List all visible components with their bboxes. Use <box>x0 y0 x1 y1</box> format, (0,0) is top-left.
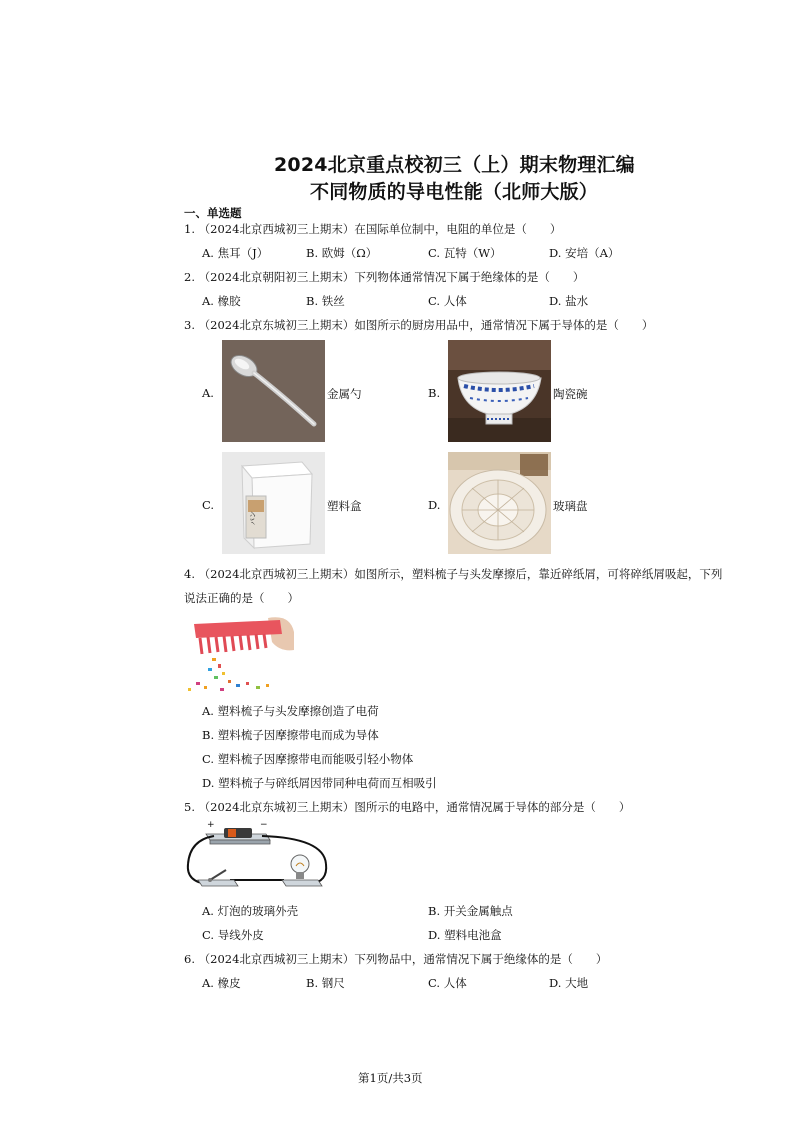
q6-option-c: C. 人体 <box>428 976 467 990</box>
q3-caption-d: 玻璃盘 <box>553 499 588 513</box>
q4-option-c: C. 塑料梳子因摩擦带电而能吸引轻小物体 <box>202 752 414 766</box>
q3-stem: 3. （2024北京东城初三上期末）如图所示的厨房用品中，通常情况下属于导体的是（ ） <box>184 318 654 332</box>
q5-option-a: A. 灯泡的玻璃外壳 <box>202 904 299 918</box>
q3-letter-a: A. <box>202 386 214 400</box>
q5-option-d: D. 塑料电池盒 <box>428 928 502 942</box>
q2-option-a: A. 橡胶 <box>202 294 241 308</box>
q6-option-d: D. 大地 <box>549 976 589 990</box>
q3-letter-d: D. <box>428 498 441 512</box>
q6-option-b: B. 钢尺 <box>306 976 345 990</box>
page-footer: 第1页/共3页 <box>358 1071 423 1085</box>
q5-option-b: B. 开关金属触点 <box>428 904 513 918</box>
metal-spoon-image <box>222 340 325 442</box>
q5-stem: 5. （2024北京东城初三上期末）图所示的电路中，通常情况属于导体的部分是（ ） <box>184 800 631 814</box>
q4-option-d: D. 塑料梳子与碎纸屑因带同种电荷而互相吸引 <box>202 776 437 790</box>
ceramic-bowl-image <box>448 340 551 442</box>
circuit-diagram-image <box>184 820 330 892</box>
battery-plus-sign: + <box>207 820 215 830</box>
q3-caption-b: 陶瓷碗 <box>553 387 588 401</box>
q2-stem: 2. （2024北京朝阳初三上期末）下列物体通常情况下属于绝缘体的是（ ） <box>184 270 585 284</box>
plastic-box-label: パン <box>249 511 257 525</box>
q4-stem-line2: 说法正确的是（ ） <box>184 591 299 605</box>
section-heading: 一、单选题 <box>184 206 242 220</box>
q3-caption-c: 塑料盒 <box>327 499 362 513</box>
q3-letter-b: B. <box>428 386 441 400</box>
q6-option-a: A. 橡皮 <box>202 976 241 990</box>
q1-option-c: C. 瓦特（W） <box>428 246 502 260</box>
q2-option-c: C. 人体 <box>428 294 467 308</box>
q1-option-d: D. 安培（A） <box>549 246 620 260</box>
q4-option-a: A. 塑料梳子与头发摩擦创造了电荷 <box>202 704 379 718</box>
q3-caption-a: 金属勺 <box>327 387 362 401</box>
q2-option-d: D. 盐水 <box>549 294 589 308</box>
q4-option-b: B. 塑料梳子因摩擦带电而成为导体 <box>202 728 379 742</box>
q1-stem: 1. （2024北京西城初三上期末）在国际单位制中，电阻的单位是（ ） <box>184 222 562 236</box>
battery-minus-sign: − <box>260 820 268 830</box>
plastic-box-image <box>222 452 325 554</box>
comb-paper-image <box>184 610 295 692</box>
title-line2: 不同物质的导电性能（北师大版） <box>310 181 599 203</box>
q5-option-c: C. 导线外皮 <box>202 928 264 942</box>
q1-option-b: B. 欧姆（Ω） <box>306 246 378 260</box>
q2-option-b: B. 铁丝 <box>306 294 345 308</box>
q4-stem-line1: 4. （2024北京西城初三上期末）如图所示，塑料梳子与头发摩擦后，靠近碎纸屑，可将碎纸屑吸起，下列 <box>184 567 723 581</box>
q6-stem: 6. （2024北京西城初三上期末）下列物品中，通常情况下属于绝缘体的是（ ） <box>184 952 608 966</box>
q3-letter-c: C. <box>202 498 215 512</box>
glass-plate-image <box>448 452 551 554</box>
q1-option-a: A. 焦耳（J） <box>202 246 269 260</box>
title-line1: 2024北京重点校初三（上）期末物理汇编 <box>274 154 635 176</box>
